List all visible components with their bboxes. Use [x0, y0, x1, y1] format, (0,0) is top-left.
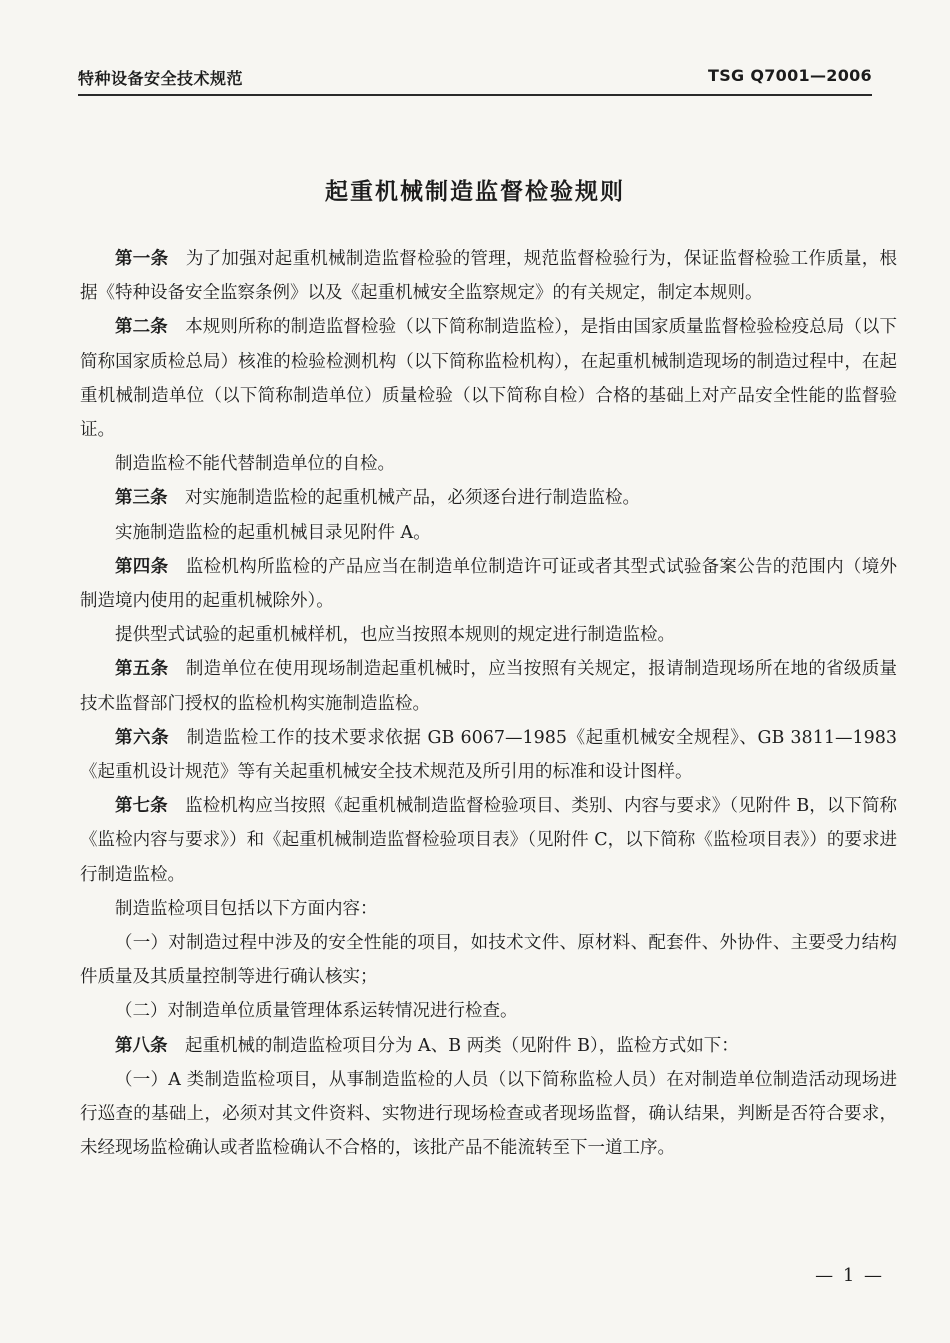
paragraph-list-item — [80, 994, 897, 1028]
header-document-code: TSG Q7001—2006 — [707, 66, 872, 85]
article-label: 第八条 — [115, 1035, 168, 1056]
paragraph-text: 本规则所称的制造监督检验（以下简称制造监检），是指由国家质量监督检验检疫总局（以下简称国家质检总局）核准的检验检测机构（以下简称监检机构），在起重机械制造现场的制造过程中，在起重机械制造单位（以下简称制造单位）质量检验（以下简称自检）合格的基础上对产品安全性能的监督验证。 — [80, 317, 898, 441]
page-number: — 1 — — [815, 1265, 884, 1286]
document-title: 起重机械制造监督检验规则 — [325, 179, 625, 206]
paragraph-text: （一）对制造过程中涉及的安全性能的项目，如技术文件、原材料、配套件、外协件、主要受力结构件质量及其质量控制等进行确认核实； — [80, 933, 897, 988]
paragraph-article-2 — [80, 310, 897, 447]
paragraph-article-1 — [80, 242, 897, 310]
paragraph-text-block — [80, 892, 897, 926]
paragraph-text: 为了加强对起重机械制造监督检验的管理，规范监督检验行为，保证监督检验工作质量，根据《特种设备安全监察条例》以及《起重机械安全监察规定》的有关规定，制定本规则。 — [80, 249, 897, 304]
article-label: 第三条 — [115, 488, 168, 509]
article-label: 第一条 — [115, 249, 169, 269]
paragraph-text: 实施制造监检的起重机械目录见附件 A。 — [115, 522, 431, 543]
paragraph-text-block — [80, 447, 897, 481]
header-series-title: 特种设备安全技术规范 — [78, 69, 244, 88]
article-label: 第五条 — [115, 659, 169, 680]
paragraph-article-7 — [80, 789, 897, 892]
page-header — [78, 60, 872, 96]
paragraph-text: 起重机械的制造监检项目分为 A、B 两类（见附件 B），监检方式如下： — [185, 1035, 739, 1056]
paragraph-text: （一）A 类制造监检项目，从事制造监检的人员（以下简称监检人员）在对制造单位制造活动现场进行巡查的基础上，必须对其文件资料、实物进行现场检查或者现场监督，确认结果，判断是否符合要求，未经现场监检确认或者监检确认不合格的，该批产品不能流转至下一道工序。 — [80, 1069, 897, 1159]
body-text — [80, 242, 897, 1165]
paragraph-article-6 — [80, 721, 897, 789]
article-label: 第六条 — [115, 727, 170, 748]
paragraph-article-4 — [80, 550, 897, 618]
article-label: 第四条 — [115, 556, 169, 577]
paragraph-list-item — [80, 1063, 897, 1166]
paragraph-article-5 — [80, 652, 897, 720]
paragraph-text: （二）对制造单位质量管理体系运转情况进行检查。 — [115, 1001, 518, 1022]
paragraph-text-block — [80, 516, 897, 550]
paragraph-text: 监检机构所监检的产品应当在制造单位制造许可证或者其型式试验备案公告的范围内（境外制造境内使用的起重机械除外）。 — [80, 556, 897, 612]
paragraph-text: 制造监检项目包括以下方面内容： — [115, 898, 378, 919]
paragraph-text: 对实施制造监检的起重机械产品，必须逐台进行制造监检。 — [185, 488, 640, 509]
article-label: 第七条 — [115, 796, 168, 817]
paragraph-text: 制造监检不能代替制造单位的自检。 — [115, 454, 395, 475]
paragraph-article-3 — [80, 481, 897, 515]
paragraph-text: 制造监检工作的技术要求依据 GB 6067—1985《起重机械安全规程》、GB 3811—1983《起重机设计规范》等有关起重机械安全技术规范及所引用的标准和设计图样。 — [80, 727, 897, 783]
paragraph-text: 提供型式试验的起重机械样机，也应当按照本规则的规定进行制造监检。 — [115, 625, 675, 646]
paragraph-list-item — [80, 926, 897, 994]
article-label: 第二条 — [115, 317, 168, 338]
paragraph-text: 监检机构应当按照《起重机械制造监督检验项目、类别、内容与要求》（见附件 B，以下简称《监检内容与要求》）和《起重机械制造监督检验项目表》（见附件 C，以下简称《监检项目表》）的要求进行制造监检。 — [80, 796, 898, 885]
paragraph-text: 制造单位在使用现场制造起重机械时，应当按照有关规定，报请制造现场所在地的省级质量技术监督部门授权的监检机构实施制造监检。 — [80, 659, 897, 714]
paragraph-article-8 — [80, 1029, 897, 1063]
paragraph-text-block — [80, 618, 897, 652]
